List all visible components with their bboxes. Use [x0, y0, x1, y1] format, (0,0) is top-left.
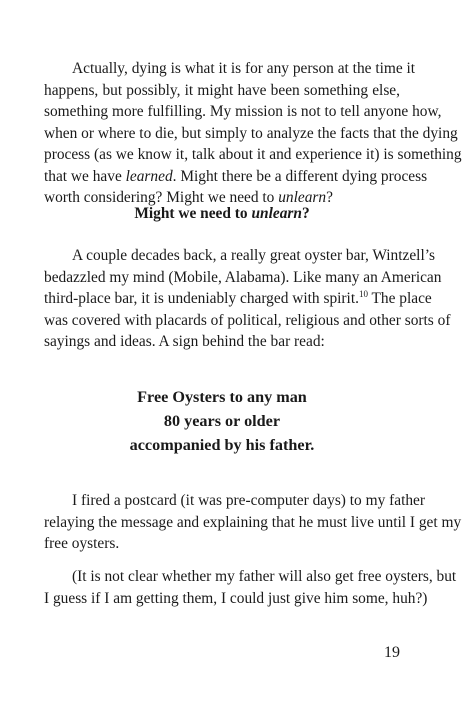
- text-line: relaying the message and explaining that he must live until I get my: [44, 513, 462, 531]
- text-run: that we have: [44, 167, 126, 185]
- text-line: was covered with placards of political, religious and other sorts of: [44, 311, 451, 329]
- heading-text: Might we need to: [134, 205, 252, 222]
- text-line: I guess if I am getting them, I could just give him some, huh?): [44, 589, 428, 607]
- emphasis-unlearn: unlearn: [278, 189, 327, 206]
- text-line: happens, but possibly, it might have been something else,: [44, 81, 400, 99]
- text-line: I fired a postcard (it was pre-computer days) to my father: [72, 492, 425, 509]
- sign-line: 80 years or older: [163, 412, 281, 430]
- emphasis-learned: learned: [125, 167, 173, 185]
- text-run: ?: [326, 189, 333, 206]
- text-line: when or where to die, but simply to analyze the facts that the dying: [44, 124, 458, 142]
- page-number: 19: [384, 644, 400, 661]
- heading-emphasis: unlearn: [251, 205, 302, 222]
- text-line: (It is not clear whether my father will also get free oysters, but: [72, 568, 457, 585]
- section-heading: [44, 203, 400, 224]
- text-run: worth considering? Might we need to: [44, 189, 279, 206]
- paragraph-dying-intro: [44, 58, 462, 209]
- text-line: Actually, dying is what it is for any person at the time it: [72, 60, 416, 77]
- paragraph-postcard: [44, 490, 462, 555]
- text-line: something more fulfilling. My mission is not to tell anyone how,: [44, 103, 442, 120]
- paragraph-aside: [44, 566, 457, 609]
- sign-line: accompanied by his father.: [129, 436, 315, 454]
- text-line: process (as we know it, talk about it and experience it) is something: [44, 146, 462, 163]
- text-line: A couple decades back, a really great oyster bar, Wintzell’s: [72, 247, 436, 264]
- text-line: bedazzled my mind (Mobile, Alabama). Like many an American: [44, 268, 442, 286]
- text-line: sayings and ideas. A sign behind the bar read:: [44, 333, 325, 350]
- sign-line: Free Oysters to any man: [137, 388, 307, 406]
- text-run: The place: [367, 290, 432, 307]
- bar-sign-quote: [44, 385, 400, 457]
- text-run: . Might there be a different dying process: [172, 167, 428, 185]
- paragraph-oyster-bar: [44, 245, 451, 353]
- text-line: [44, 288, 432, 310]
- footnote-marker: 10: [358, 288, 368, 299]
- text-run: third-place bar, it is undeniably charged with spirit.: [44, 290, 359, 307]
- text-line: [44, 166, 428, 188]
- text-line: free oysters.: [44, 535, 120, 552]
- heading-text: ?: [301, 205, 310, 222]
